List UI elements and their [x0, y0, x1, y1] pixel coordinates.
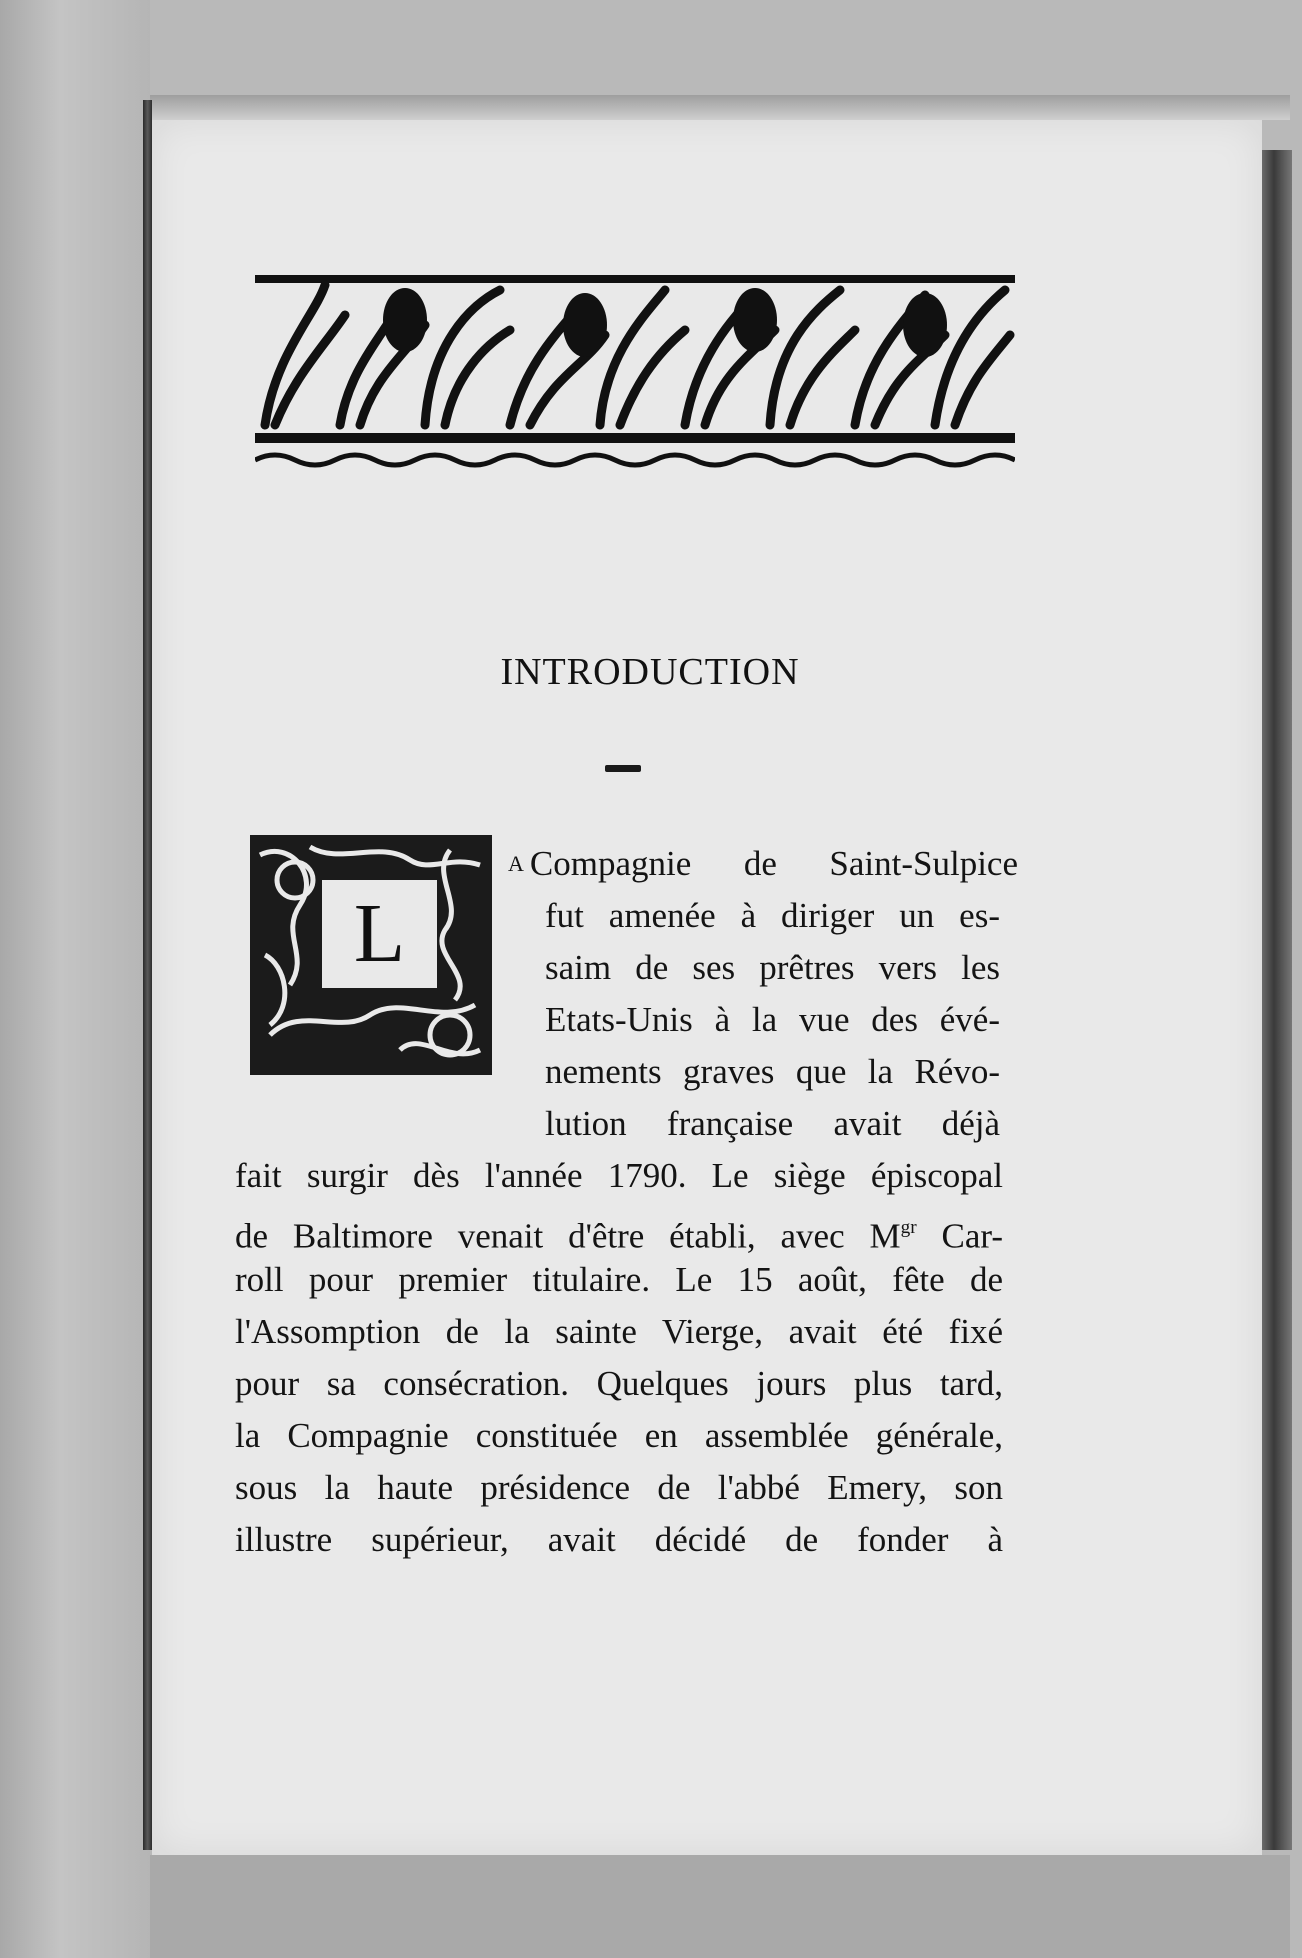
- text-line: [235, 1256, 1003, 1304]
- line-text: Etats-Unis à la vue des évé-: [545, 1000, 1000, 1039]
- line-text: pour sa consécration. Quelques jours plus tard,: [235, 1364, 1003, 1403]
- page-edge-bottom: [150, 1855, 1290, 1958]
- page-edge-right: [1262, 150, 1292, 1850]
- floral-header-ornament: [255, 275, 1015, 475]
- text-line: [508, 840, 1018, 888]
- book-spine: [143, 100, 152, 1850]
- line-text: fut amenée à diriger un es-: [545, 896, 1000, 935]
- line-text: nements graves que la Révo-: [545, 1052, 1000, 1091]
- text-line: [235, 1152, 1003, 1200]
- line-text: lution française avait déjà: [545, 1104, 1000, 1143]
- text-line: [545, 996, 1000, 1044]
- text-line: [545, 892, 1000, 940]
- line-text: la Compagnie constituée en assemblée générale,: [235, 1416, 1003, 1455]
- text-line: [235, 1360, 1003, 1408]
- text-line: [235, 1308, 1003, 1356]
- text-line: [235, 1412, 1003, 1460]
- line-text-tail: Car-: [916, 1216, 1003, 1256]
- line-text: Compagnie de Saint-Sulpice: [529, 844, 1018, 883]
- line-text: de Baltimore venait d'être établi, avec M: [235, 1216, 901, 1256]
- page-title: INTRODUCTION: [500, 651, 800, 693]
- text-line: [545, 1048, 1000, 1096]
- scan-background-left: [0, 0, 150, 1958]
- line-text: saim de ses prêtres vers les: [545, 948, 1000, 987]
- line-text: roll pour premier titulaire. Le 15 août, fête de: [235, 1260, 1003, 1299]
- line-text: l'Assomption de la sainte Vierge, avait été fixé: [235, 1312, 1003, 1351]
- superscript: gr: [900, 1217, 917, 1238]
- text-line: [545, 1100, 1000, 1148]
- lead-letter: A: [508, 851, 524, 876]
- title-dash-divider: [605, 765, 641, 772]
- text-line: [545, 944, 1000, 992]
- page-edge-top: [150, 95, 1290, 120]
- drop-cap-letter: L: [322, 880, 437, 988]
- line-text: illustre supérieur, avait décidé de fonder à: [235, 1520, 1003, 1559]
- line-text: sous la haute présidence de l'abbé Emery, son: [235, 1468, 1003, 1507]
- line-text: fait surgir dès l'année 1790. Le siège épiscopal: [235, 1156, 1003, 1195]
- text-line: [235, 1464, 1003, 1512]
- text-line: [235, 1204, 1003, 1256]
- text-line: [235, 1516, 1003, 1564]
